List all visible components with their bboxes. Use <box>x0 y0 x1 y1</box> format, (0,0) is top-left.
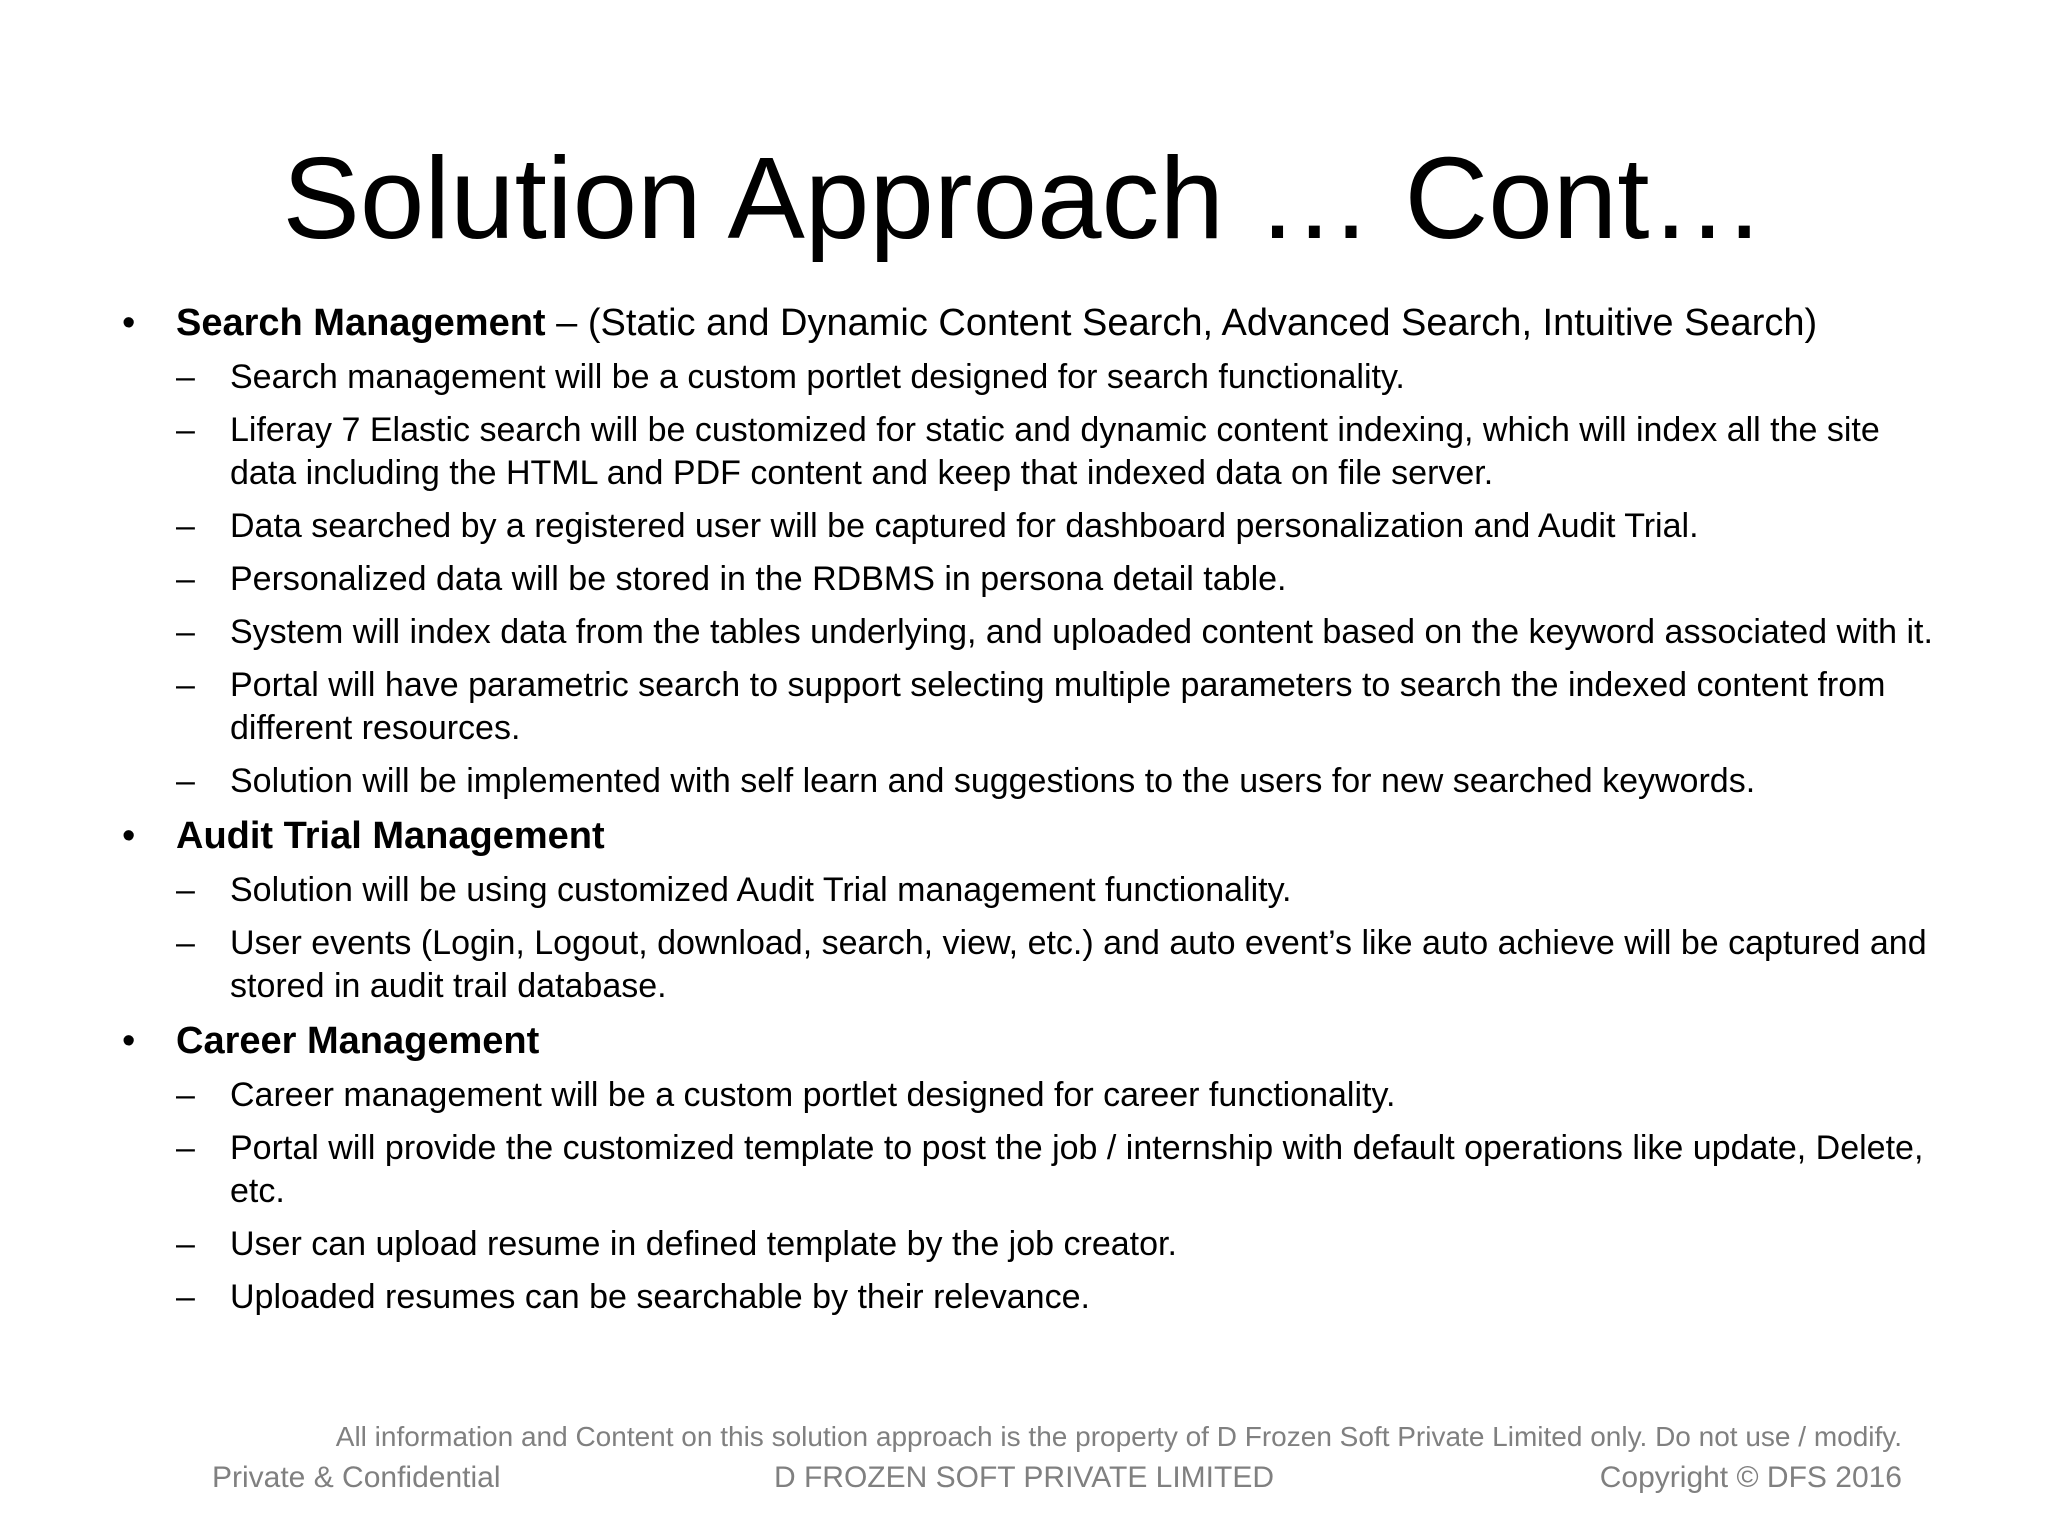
sub-bullet-text: User can upload resume in defined template by the job creator. <box>230 1225 1177 1263</box>
sub-bullet-text: Career management will be a custom portlet designed for career functionality. <box>230 1076 1396 1114</box>
bullet-search-management <box>120 300 1940 346</box>
sub-bullet-text: System will index data from the tables underlying, and uploaded content based on the keyword associated with it. <box>230 613 1933 651</box>
dash-icon: – <box>176 560 195 598</box>
sub-bullet-text: Portal will have parametric search to support selecting multiple parameters to search the indexed content from different resources. <box>230 666 1886 747</box>
dash-icon: – <box>176 924 195 962</box>
sub-bullet <box>120 760 1940 803</box>
sub-bullet-text: Solution will be implemented with self learn and suggestions to the users for new searched keywords. <box>230 762 1756 800</box>
dash-icon: – <box>176 666 195 704</box>
sub-bullet <box>120 1074 1940 1117</box>
sub-bullet <box>120 1127 1940 1213</box>
dash-icon: – <box>176 358 195 396</box>
dash-icon: – <box>176 507 195 545</box>
bullet-icon: • <box>122 1020 136 1062</box>
sub-bullet-text: Search management will be a custom portlet designed for search functionality. <box>230 358 1405 396</box>
sub-bullet-text: Solution will be using customized Audit Trial management functionality. <box>230 871 1292 909</box>
footer-company: D FROZEN SOFT PRIVATE LIMITED <box>773 1461 1275 1494</box>
sub-bullet-text: Uploaded resumes can be searchable by their relevance. <box>230 1278 1090 1316</box>
section-heading-suffix: – (Static and Dynamic Content Search, Advanced Search, Intuitive Search) <box>545 302 1818 344</box>
slide-title: Solution Approach … Cont… <box>282 133 1766 263</box>
sub-bullet <box>120 1276 1940 1319</box>
sub-bullet <box>120 356 1940 399</box>
dash-icon: – <box>176 762 195 800</box>
dash-icon: – <box>176 1225 195 1263</box>
bullet-audit-trial-management <box>120 813 1940 859</box>
section-heading: Career Management <box>176 1020 540 1062</box>
sub-bullet <box>120 664 1940 750</box>
footer-disclaimer: All information and Content on this solution approach is the property of D Frozen Soft Private Limited only. Do not use / modify. <box>335 1421 1902 1452</box>
sub-bullet-text: Portal will provide the customized template to post the job / internship with default operations like update, Delete, etc. <box>230 1129 1924 1210</box>
section-heading: Audit Trial Management <box>176 815 605 857</box>
slide-body <box>120 300 1940 1329</box>
bullet-career-management <box>120 1018 1940 1064</box>
dash-icon: – <box>176 1278 195 1316</box>
bullet-icon: • <box>122 302 136 344</box>
section-heading: Search Management <box>176 302 546 344</box>
sub-bullet <box>120 1223 1940 1266</box>
sub-bullet <box>120 558 1940 601</box>
dash-icon: – <box>176 1129 195 1167</box>
sub-bullet-text: Liferay 7 Elastic search will be customized for static and dynamic content indexing, which will index all the site data including the HTML and PDF content and keep that indexed data on file server. <box>230 411 1880 492</box>
sub-bullet-text: Personalized data will be stored in the RDBMS in persona detail table. <box>230 560 1287 598</box>
footer-copyright: Copyright © DFS 2016 <box>1599 1461 1902 1494</box>
footer-confidential: Private & Confidential <box>212 1461 501 1494</box>
sub-bullet <box>120 409 1940 495</box>
dash-icon: – <box>176 871 195 909</box>
sub-bullet <box>120 922 1940 1008</box>
sub-bullet-text: User events (Login, Logout, download, search, view, etc.) and auto event’s like auto achieve will be captured and stored in audit trail database. <box>230 924 1927 1005</box>
dash-icon: – <box>176 613 195 651</box>
sub-bullet <box>120 869 1940 912</box>
dash-icon: – <box>176 411 195 449</box>
sub-bullet <box>120 505 1940 548</box>
bullet-icon: • <box>122 815 136 857</box>
sub-bullet <box>120 611 1940 654</box>
dash-icon: – <box>176 1076 195 1114</box>
sub-bullet-text: Data searched by a registered user will be captured for dashboard personalization and Audit Trial. <box>230 507 1699 545</box>
